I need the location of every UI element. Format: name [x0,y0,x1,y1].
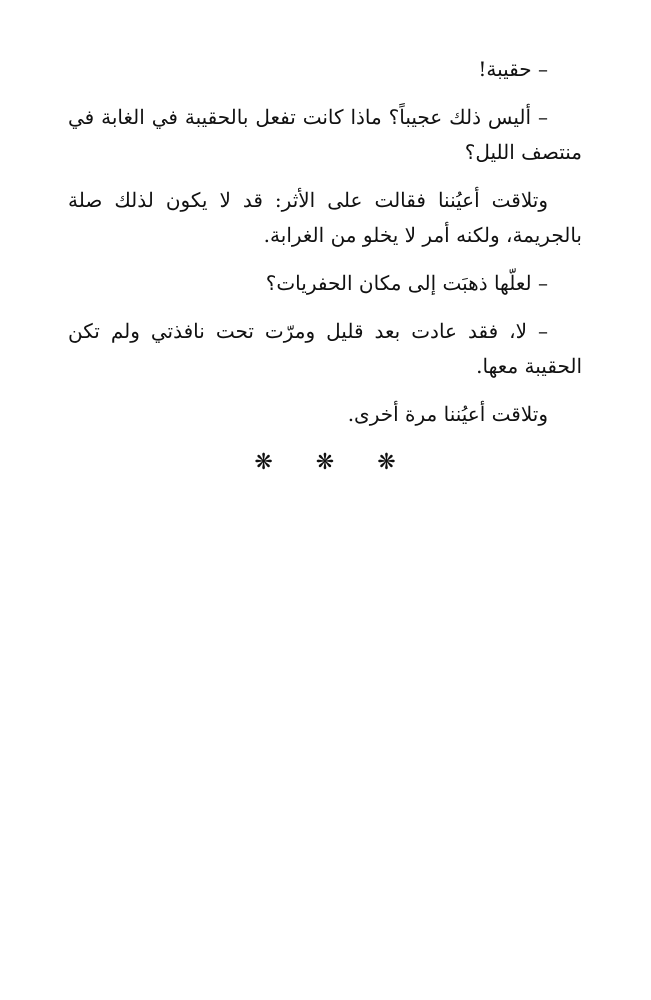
dialogue-line: – حقيبة! [478,57,548,81]
dialogue-line: – أليس ذلك عجيباً؟ ماذا كانت تفعل بالحقيبة في الغابة في منتصف الليل؟ [68,105,582,164]
narration-paragraph: وتلاقت أعيُننا فقالت على الأثر: قد لا يكون لذلك صلة بالجريمة، ولكنه أمر لا يخلو من الغرابة. [68,188,582,247]
narration-paragraph: وتلاقت أعيُننا مرة أخرى. [347,402,548,426]
section-separator: ❋ ❋ ❋ [254,450,414,475]
dialogue-line: – لعلّها ذهبَت إلى مكان الحفريات؟ [265,271,548,295]
book-page [68,52,582,480]
dialogue-line: – لا، فقد عادت بعد قليل ومرّت تحت نافذتي ولم تكن الحقيبة معها. [68,319,582,378]
